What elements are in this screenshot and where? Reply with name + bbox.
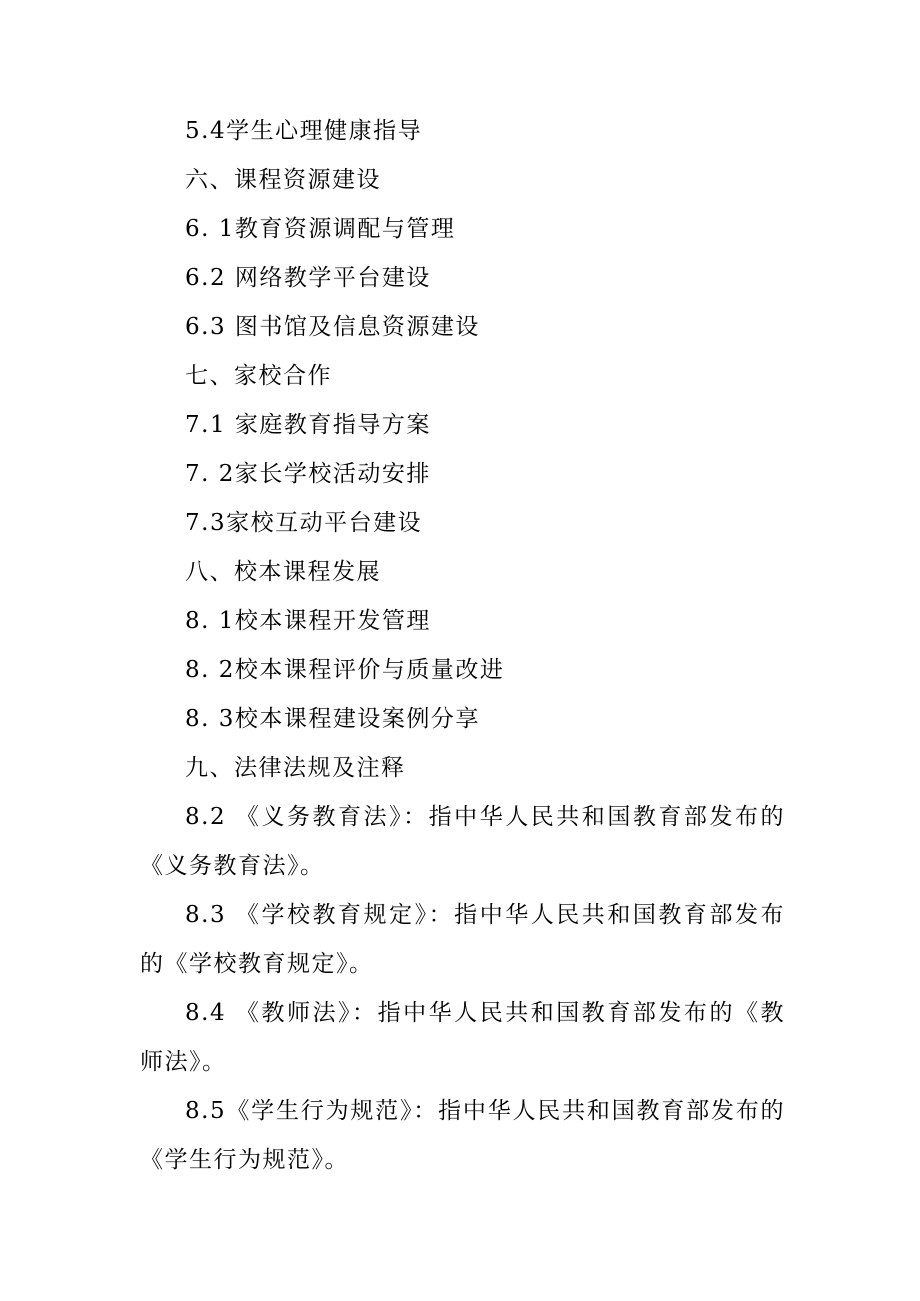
toc-line: 8. 1校本课程开发管理 [185, 608, 431, 634]
toc-line: 7.3家校互动平台建设 [185, 510, 423, 536]
toc-line: 8. 2校本课程评价与质量改进 [185, 657, 505, 683]
law-note-paragraph: 8.3 《学校教育规定》：指中华人民共和国教育部发布的《学校教育规定》。 [140, 902, 785, 977]
toc-line: 6. 1教育资源调配与管理 [185, 216, 456, 242]
law-note-paragraph: 8.4 《教师法》：指中华人民共和国教育部发布的《教师法》。 [140, 1000, 785, 1075]
toc-line: 8. 3校本课程建设案例分享 [185, 706, 480, 732]
section-heading: 六、课程资源建设 [185, 167, 381, 193]
section-heading: 八、校本课程发展 [185, 559, 381, 585]
law-note-paragraph: 8.5《学生行为规范》：指中华人民共和国教育部发布的《学生行为规范》。 [140, 1098, 785, 1173]
toc-line: 6.3 图书馆及信息资源建设 [185, 314, 480, 340]
toc-line: 6.2 网络教学平台建设 [185, 265, 431, 291]
toc-line: 5.4学生心理健康指导 [185, 118, 423, 144]
toc-line: 7.1 家庭教育指导方案 [185, 412, 431, 438]
law-note-paragraph: 8.2 《义务教育法》：指中华人民共和国教育部发布的《义务教育法》。 [140, 804, 785, 879]
section-heading: 七、家校合作 [185, 363, 332, 389]
section-heading: 九、法律法规及注释 [185, 755, 406, 781]
toc-line: 7. 2家长学校活动安排 [185, 461, 431, 487]
